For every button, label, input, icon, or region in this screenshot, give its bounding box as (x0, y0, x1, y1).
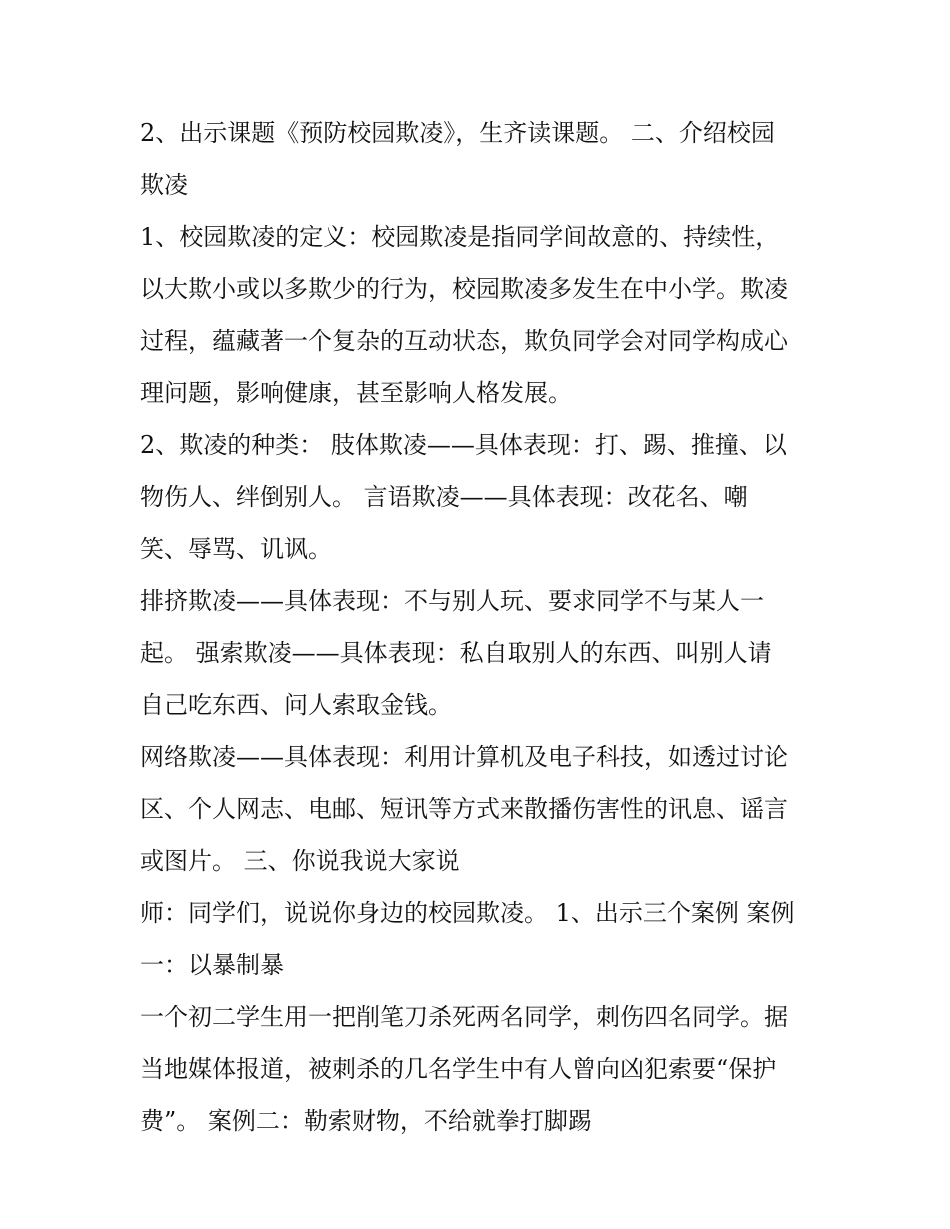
text-line: 1、校园欺凌的定义：校园欺凌是指同学间故意的、持续性， (140, 223, 780, 251)
text-line: 自己吃东西、问人索取金钱。 (140, 691, 452, 719)
text-line: 以大欺小或以多欺少的行为，校园欺凌多发生在中小学。欺凌 (140, 275, 788, 303)
text-line: 过程，蕴藏著一个复杂的互动状态，欺负同学会对同学构成心 (140, 327, 788, 355)
text-line: 欺凌 (140, 171, 188, 199)
text-line: 区、个人网志、电邮、短讯等方式来散播伤害性的讯息、谣言 (140, 795, 788, 823)
text-line: 2、欺凌的种类： 肢体欺凌——具体表现：打、踢、推撞、以 (140, 431, 787, 459)
document-body (140, 107, 830, 1147)
text-line: 费”。 案例二：勒索财物，不给就拳打脚踢 (140, 1107, 592, 1135)
text-line: 一个初二学生用一把削笔刀杀死两名同学，刺伤四名同学。据 (140, 1003, 788, 1031)
text-line: 排挤欺凌——具体表现：不与别人玩、要求同学不与某人一 (140, 587, 764, 615)
text-line: 物伤人、绊倒别人。 言语欺凌——具体表现：改花名、嘲 (140, 483, 748, 511)
text-line: 理问题，影响健康，甚至影响人格发展。 (140, 379, 572, 407)
text-line: 当地媒体报道，被刺杀的几名学生中有人曾向凶犯索要“保护 (140, 1055, 777, 1083)
text-line: 一：以暴制暴 (140, 951, 284, 979)
text-line: 师：同学们，说说你身边的校园欺凌。 1、出示三个案例 案例 (140, 899, 795, 927)
text-line: 起。 强索欺凌——具体表现：私自取别人的东西、叫别人请 (140, 639, 772, 667)
text-line: 或图片。 三、你说我说大家说 (140, 847, 460, 875)
text-line: 笑、辱骂、讥讽。 (140, 535, 332, 563)
text-line: 网络欺凌——具体表现：利用计算机及电子科技，如透过讨论 (140, 743, 788, 771)
text-line: 2、出示课题《预防校园欺凌》，生齐读课题。 二、介绍校园 (140, 119, 775, 147)
